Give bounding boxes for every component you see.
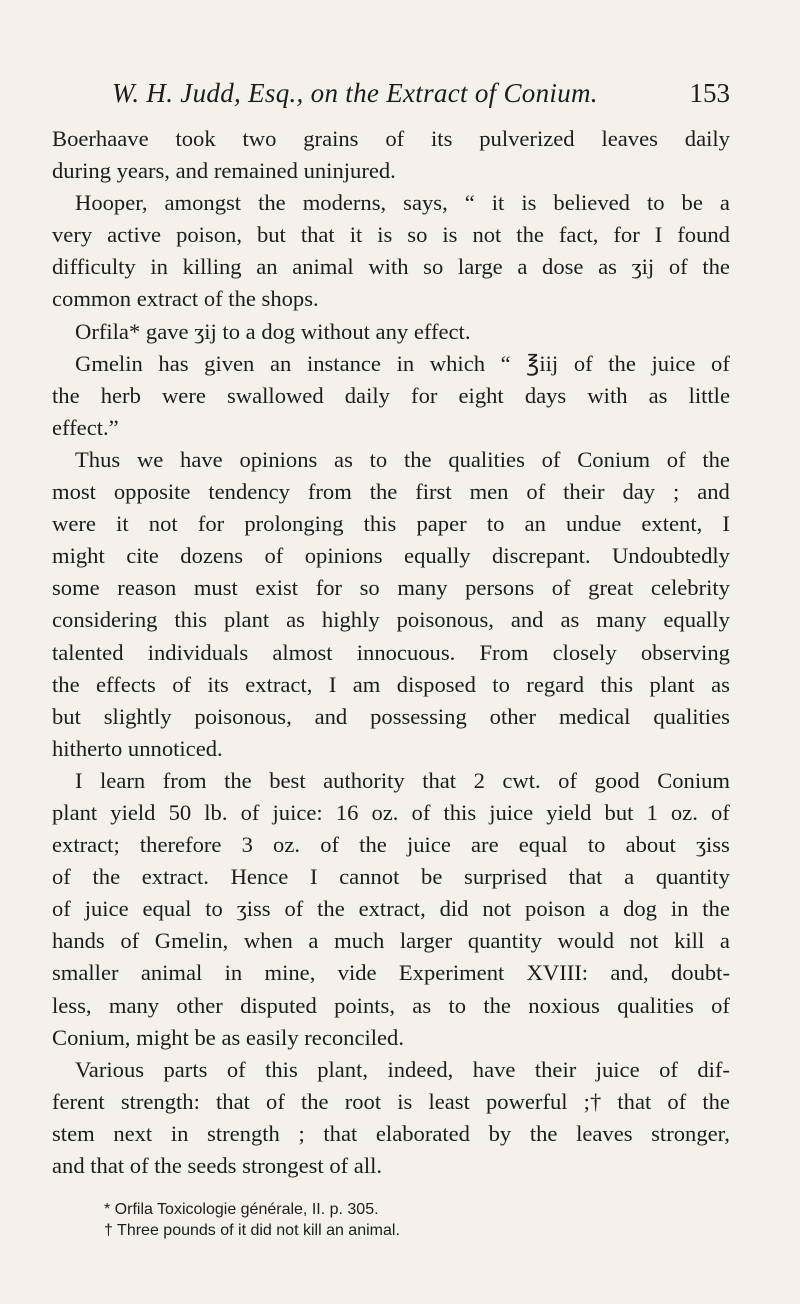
text-line: Conium, might be as easily reconciled. <box>52 1024 405 1050</box>
footnotes <box>104 1199 724 1241</box>
text-line: stem next in strength ; that elaborated by the leaves stronger, <box>52 1120 730 1146</box>
text-line: of juice equal to ʒiss of the extract, did not poison a dog in the <box>52 896 730 922</box>
text-line: considering this plant as highly poisonous, and as many equally <box>52 607 730 633</box>
text-line: but slightly poisonous, and possessing other medical qualities <box>52 703 730 729</box>
text-line: talented individuals almost innocuous. From closely observing <box>52 639 730 665</box>
body-text <box>52 123 730 1182</box>
text-line: very active poison, but that it is so is not the fact, for I found <box>52 222 730 248</box>
text-line: ferent strength: that of the root is least powerful ;† that of the <box>52 1088 730 1114</box>
text-line: plant yield 50 lb. of juice: 16 oz. of this juice yield but 1 oz. of <box>52 799 730 825</box>
page-header <box>112 78 730 118</box>
text-line: extract; therefore 3 oz. of the juice are equal to about ʒiss <box>52 832 730 858</box>
text-line: I learn from the best authority that 2 cwt. of good Conium <box>75 767 730 793</box>
text-line: and that of the seeds strongest of all. <box>52 1153 383 1178</box>
text-line: some reason must exist for so many persons of great celebrity <box>52 575 730 601</box>
footnote: † Three pounds of it did not kill an animal. <box>104 1222 400 1239</box>
footnote: * Orfila Toxicologie générale, II. p. 305. <box>104 1201 379 1218</box>
running-head: W. H. Judd, Esq., on the Extract of Conium. <box>112 78 598 108</box>
text-line: Various parts of this plant, indeed, have their juice of dif- <box>75 1056 730 1082</box>
text-line: the effects of its extract, I am disposed to regard this plant as <box>52 671 730 697</box>
text-line: Orfila* gave ʒij to a dog without any effect. <box>75 318 471 344</box>
text-line: were it not for prolonging this paper to an undue extent, I <box>52 511 730 537</box>
page-number: 153 <box>689 78 730 108</box>
text-line: common extract of the shops. <box>52 286 319 312</box>
text-line: most opposite tendency from the first men of their day ; and <box>52 479 730 505</box>
text-line: Hooper, amongst the moderns, says, “ it is believed to be a <box>75 190 730 216</box>
text-line: Gmelin has given an instance in which “ ℥iij of the juice of <box>75 350 730 376</box>
text-line: the herb were swallowed daily for eight days with as little <box>52 382 730 408</box>
text-line: might cite dozens of opinions equally discrepant. Undoubtedly <box>52 543 730 569</box>
text-line: during years, and remained uninjured. <box>52 158 396 184</box>
text-line: smaller animal in mine, vide Experiment XVIII: and, doubt- <box>52 960 730 986</box>
text-line: difficulty in killing an animal with so large a dose as ʒij of the <box>52 254 730 280</box>
text-line: Thus we have opinions as to the qualities of Conium of the <box>75 446 730 472</box>
text-line: hands of Gmelin, when a much larger quantity would not kill a <box>52 928 730 954</box>
text-line: Boerhaave took two grains of its pulverized leaves daily <box>52 126 730 151</box>
text-line: hitherto unnoticed. <box>52 735 223 761</box>
text-line: less, many other disputed points, as to the noxious qualities of <box>52 992 730 1018</box>
text-line: effect.” <box>52 414 119 440</box>
text-line: of the extract. Hence I cannot be surprised that a quantity <box>52 864 730 890</box>
